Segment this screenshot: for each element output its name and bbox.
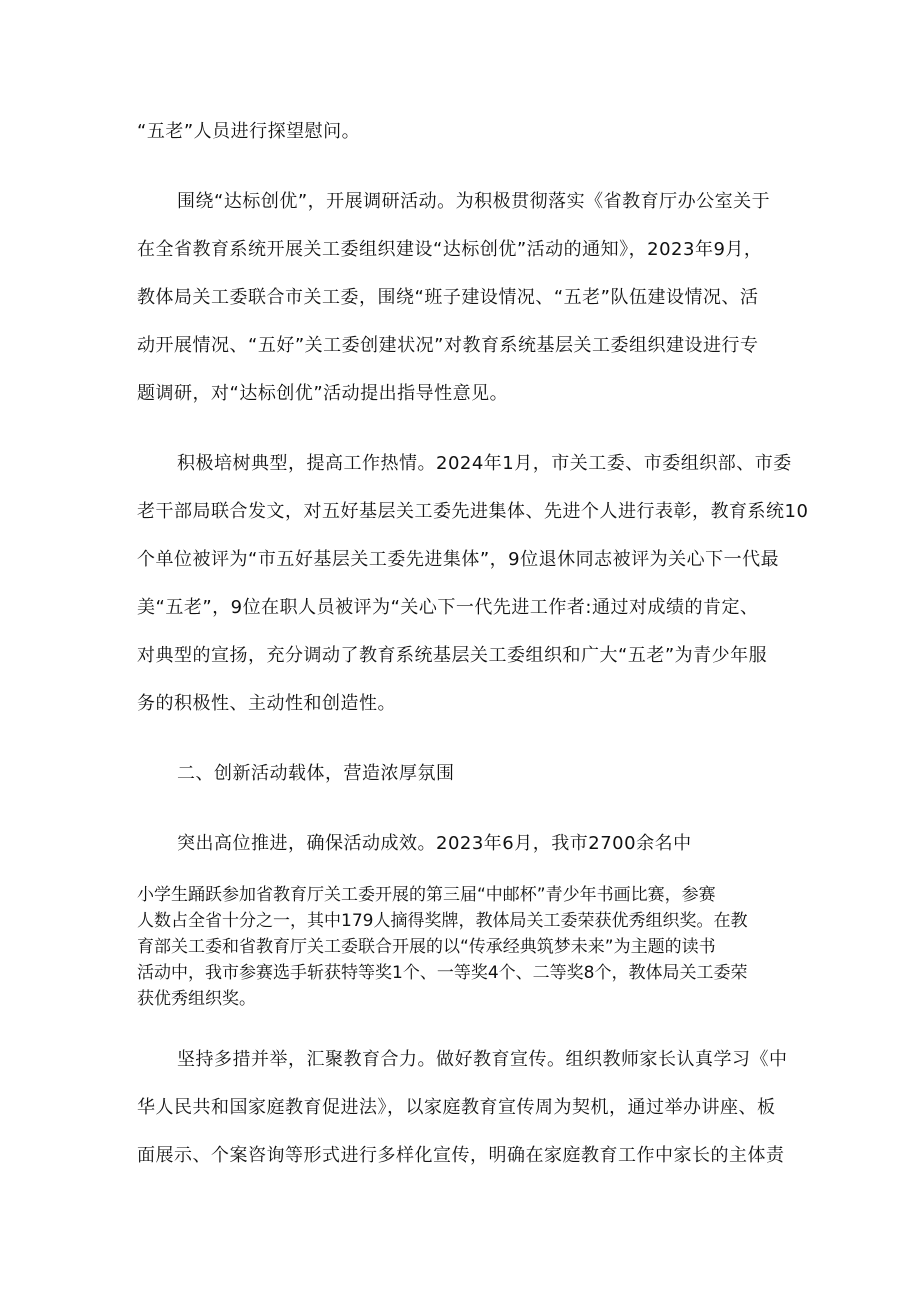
paragraph-line: 面展示、个案咨询等形式进行多样化宣传，明确在家庭教育工作中家长的主体责 <box>137 1145 785 1166</box>
paragraph-line: 美“五老”，9位在职人员被评为“关心下一代先进工作者:通过对成绩的肯定、 <box>137 597 759 618</box>
paragraph-line: 活动中，我市参赛选手斩获特等奖1个、一等奖4个、二等奖8个，教体局关工委荣 <box>137 963 748 983</box>
paragraph-line: 获优秀组织奖。 <box>137 989 256 1009</box>
paragraph-line: 坚持多措并举，汇聚教育合力。做好教育宣传。组织教师家长认真学习《中 <box>177 1049 788 1070</box>
paragraph-line: 教体局关工委联合市关工委，围绕“班子建设情况、“五老”队伍建设情况、活 <box>137 287 759 308</box>
paragraph-line: 动开展情况、“五好”关工委创建状况”对教育系统基层关工委组织建设进行专 <box>137 335 759 356</box>
paragraph-line: “五老”人员进行探望慰问。 <box>137 121 361 142</box>
paragraph-line: 对典型的宣扬，充分调动了教育系统基层关工委组织和广大“五老”为青少年服 <box>137 645 768 666</box>
paragraph-line: 小学生踊跃参加省教育厅关工委开展的第三届“中邮杯”青少年书画比赛，参赛 <box>137 885 716 905</box>
paragraph-line: 务的积极性、主动性和创造性。 <box>137 693 396 714</box>
paragraph-line: 华人民共和国家庭教育促进法》，以家庭教育宣传周为契机，通过举办讲座、板 <box>137 1097 776 1118</box>
section-heading: 二、创新活动载体，营造浓厚氛围 <box>177 763 455 784</box>
paragraph-line: 围绕“达标创优”，开展调研活动。为积极贯彻落实《省教育厅办公室关于 <box>177 191 771 212</box>
paragraph-line: 积极培树典型，提高工作热情。2024年1月，市关工委、市委组织部、市委 <box>177 453 792 474</box>
paragraph-line: 突出高位推进，确保活动成效。2023年6月，我市2700余名中 <box>177 833 692 854</box>
paragraph-line: 题调研，对“达标创优”活动提出指导性意见。 <box>137 383 509 404</box>
paragraph-line: 老干部局联合发文，对五好基层关工委先进集体、先进个人进行表彰，教育系统10 <box>137 501 809 522</box>
paragraph-line: 个单位被评为“市五好基层关工委先进集体”，9位退休同志被评为关心下一代最 <box>137 549 780 570</box>
paragraph-line: 育部关工委和省教育厅关工委联合开展的以“传承经典筑梦未来”为主题的读书 <box>137 937 716 957</box>
paragraph-line: 在全省教育系统开展关工委组织建设“达标创优”活动的通知》，2023年9月， <box>137 239 763 260</box>
paragraph-line: 人数占全省十分之一，其中179人摘得奖牌，教体局关工委荣获优秀组织奖。在教 <box>137 911 748 931</box>
